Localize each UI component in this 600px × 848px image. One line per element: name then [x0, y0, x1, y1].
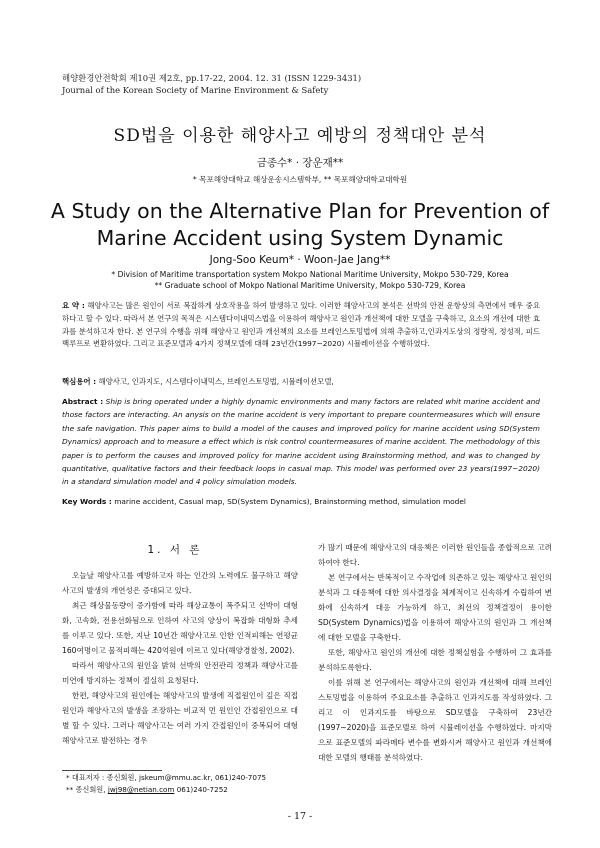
english-keywords-text: marine accident, Casual map, SD(System Dynamics), Brainstorming method, simulation model	[114, 497, 466, 506]
english-title: A Study on the Alternative Plan for Prevention of Marine Accident using System Dynamic	[50, 199, 550, 250]
footnote-2-phone: 061)240-7252	[176, 785, 228, 794]
journal-issue-line: 해양환경안전학회 제10권 제2호, pp.17-22, 2004. 12. 31 (ISSN 1229-3431)	[62, 73, 362, 83]
journal-header	[62, 72, 361, 96]
korean-keywords	[62, 376, 540, 387]
journal-name-line: Journal of the Korean Society of Marine Environment & Safety	[62, 85, 329, 95]
korean-title: SD법을 이용한 해양사고 예방의 정책대안 분석	[113, 126, 487, 146]
paragraph: 따라서 해양사고의 원인을 밝혀 선박의 안전관리 정책과 해양사고를 미연에 방지하는 정책이 절실히 요청된다.	[62, 661, 298, 685]
english-abstract	[62, 395, 540, 489]
paragraph: 가 많기 때문에 해양사고의 대응책은 이러한 원인들을 종합적으로 고려하여야 한다.	[318, 543, 552, 567]
paragraph: 오늘날 해양사고를 예방하고자 하는 인간의 노력에도 불구하고 해양사고의 발생의 개연성은 증대되고 있다.	[62, 571, 298, 595]
english-affiliation	[60, 270, 560, 291]
korean-affiliation: * 목포해양대학교 해상운송시스템학부, ** 목포해양대학교대학원	[192, 175, 408, 184]
english-authors: Jong-Soo Keum* · Woon-Jae Jang**	[209, 254, 391, 266]
left-column	[62, 568, 298, 748]
affiliation-line-1: * Division of Maritime transportation system Mokpo National Maritime University, Mokpo 530-729, Korea	[111, 270, 509, 279]
korean-abstract-text: 해양사고는 많은 원인이 서로 복잡하게 상호작용을 하여 발생하고 있다. 이러한 해양사고의 분석은 선박의 안전 운항상의 측면에서 매우 중요하다고 할 수 있다. 따라서 본 연구의 목적은 시스템다이내믹스법을 이용하여 해양사고 원인과 개선책에 대한 모델을 구축하고, 요소의 개선에 대한 효과를 분석하고자 한다. 본 연구의 수행을 위해 해양사고 원인과 개선책의 요소를 브레인스토밍법에 의해 추출하고,인과지도상의 정량적, 정성적, 피드백루프로 변환하였다. 그리고 표준모델과 4가지 정책모델에 대해 23년간(1997~2020) 시뮬레이션을 수행하였다.	[62, 301, 540, 349]
english-keywords	[62, 497, 540, 506]
paragraph: 이를 위해 본 연구에서는 해양사고의 원인과 개선책에 대해 브레인스토밍법을 이용하여 주요요소를 추출하고 인과지도를 작성하였다. 그리고 이 인과지도를 바탕으로 SD모델을 구축하여 23년간(1997~2020)을 표준모델로 하여 시뮬레이션을 수행하였다. 마지막으로 표준모델의 파라메타 변수를 변화시켜 해양사고 원인과 개선책에 대한 모델의 행태를 분석하였다.	[318, 678, 552, 762]
english-abstract-text: Ship is bring operated under a highly dynamic environments and many factors are related whit marine accident and those factors are interacting. An anysis on the marine accident is very important to prepare countermeasures which will ensure the safe navigation. This paper aims to build a model of the causes and improved policy for marine accident using SD(System Dynamics) approach and to measure a effect which is risk control countermeasures of marine accident. The methodology of this paper is to perform the causes and improved policy for marine accident using Brainstorming method, and was to changed by quantitative, qualitative factors and their feedback loops in casual map. This model was performed over 23 years(1997~2020) in a standard simulation model and 4 policy simulation models.	[62, 397, 540, 487]
footnote-2-prefix: ** 종신회원,	[66, 785, 106, 794]
footnote-2	[66, 785, 306, 795]
korean-authors: 금종수* · 장운재**	[256, 157, 344, 169]
right-column	[318, 540, 552, 765]
korean-keywords-text: 해양사고, 인과지도, 시스템다이내믹스, 브레인스토밍법, 시뮬레이션모델,	[98, 377, 334, 386]
english-keywords-label: Key Words :	[62, 497, 112, 506]
affiliation-line-2: ** Graduate school of Mokpo National Maritime University, Mokpo 530-729, Korea	[154, 280, 466, 290]
page-number: - 17 -	[287, 811, 313, 822]
korean-keywords-label: 핵심용어 :	[62, 377, 97, 386]
english-abstract-label: Abstract :	[62, 397, 104, 406]
footnote-divider	[62, 770, 162, 771]
footnote-2-email-link[interactable]: jwj98@netian.com	[107, 785, 175, 794]
paragraph: 또한, 해양사고 원인의 개선에 대한 정책실험을 수행하여 그 효과를 분석하도록한다.	[318, 648, 552, 672]
paragraph: 본 연구에서는 반복적이고 수작업에 의존하고 있는 해양사고 원인의 분석과 그 대응책에 대한 의사결정을 체계적이고 신속하게 수립하여 변화에 신속하게 대응 가능하게 하고, 최선의 정책결정이 용이한 SD(System Dynamics)법을 이용하여 해양사고의 원인과 그 개선책에 대한 모델을 구축한다.	[318, 573, 552, 642]
korean-abstract-label: 요 약 :	[62, 301, 85, 310]
korean-abstract	[62, 300, 540, 351]
paragraph: 최근 해상물동량이 증가함에 따라 해상교통이 폭주되고 선박이 대형화, 고속화, 전용선화됨으로 인하여 사고의 양상이 복잡화 대형화 추세를 이루고 있다. 또한, 지난 10년간 해양사고로 인한 인적피해는 연평균 160여명이고 물적피해는 420억원에 이르고 있다(해양경찰청, 2002).	[62, 601, 298, 655]
paragraph: 한편, 해양사고의 원인에는 해양사고의 발생에 직접원인이 깊은 직접원인과 해양사고의 발생을 조장하는 비교적 먼 원인인 간접원인으로 대별 할 수 있다. 그러나 해양사고는 여러 가지 간접원인이 중복되어 대형해양사고로 발전하는 경우	[62, 691, 298, 745]
section-heading: 1. 서 론	[147, 544, 203, 556]
footnote-1: * 대표저자 : 종신회원, jskeum@mmu.ac.kr, 061)240-7075	[66, 773, 267, 782]
